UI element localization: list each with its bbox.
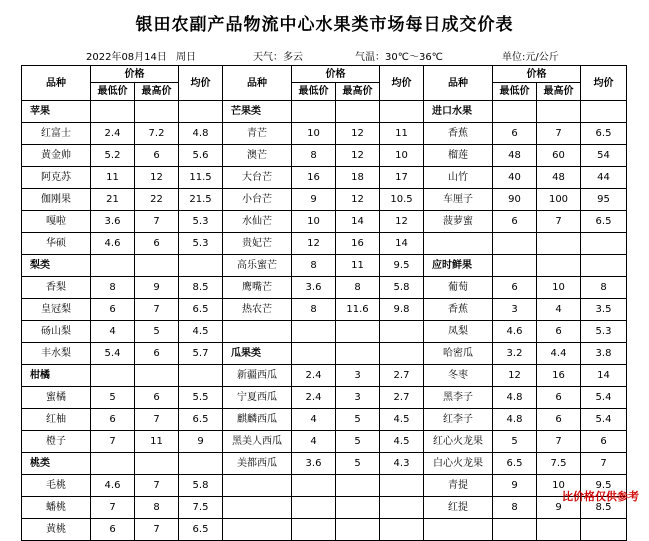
high-price-cell: 5	[336, 431, 380, 453]
empty-cell	[179, 453, 223, 475]
low-price-cell: 4.6	[91, 233, 135, 255]
low-price-header: 最低价	[292, 83, 336, 101]
variety-cell	[223, 321, 292, 343]
variety-cell	[424, 233, 493, 255]
low-price-cell: 48	[493, 145, 537, 167]
high-price-cell: 10	[537, 277, 581, 299]
variety-cell: 红柚	[22, 409, 91, 431]
high-price-cell: 7	[135, 299, 179, 321]
weather-label: 天气：多云	[253, 52, 303, 63]
avg-price-cell: 17	[380, 167, 424, 189]
high-price-cell: 11	[336, 255, 380, 277]
empty-cell	[380, 101, 424, 123]
variety-cell: 嘎啦	[22, 211, 91, 233]
variety-cell: 蜜橘	[22, 387, 91, 409]
high-price-cell: 8	[135, 497, 179, 519]
empty-cell	[91, 101, 135, 123]
table-row	[22, 101, 627, 123]
variety-cell: 丰水梨	[22, 343, 91, 365]
empty-cell	[292, 101, 336, 123]
high-price-header: 最高价	[336, 83, 380, 101]
high-price-cell: 7.2	[135, 123, 179, 145]
high-price-cell: 6	[135, 387, 179, 409]
price-header: 价格	[493, 66, 581, 83]
variety-cell: 黑李子	[424, 387, 493, 409]
variety-cell: 麒麟西瓜	[223, 409, 292, 431]
table-row	[22, 277, 627, 299]
high-price-cell: 4	[537, 299, 581, 321]
avg-price-cell: 6.5	[581, 211, 627, 233]
high-price-cell: 18	[336, 167, 380, 189]
low-price-cell: 4	[91, 321, 135, 343]
empty-cell	[135, 453, 179, 475]
category-label: 桃类	[22, 453, 91, 475]
high-price-cell: 12	[135, 167, 179, 189]
empty-cell	[179, 255, 223, 277]
high-price-cell: 8	[336, 277, 380, 299]
low-price-cell: 8	[292, 299, 336, 321]
price-header: 价格	[91, 66, 179, 83]
variety-cell: 华硕	[22, 233, 91, 255]
table-row	[22, 233, 627, 255]
variety-cell: 冬枣	[424, 365, 493, 387]
header-row-1	[22, 66, 627, 83]
variety-cell: 大台芒	[223, 167, 292, 189]
table-row	[22, 409, 627, 431]
avg-price-cell: 95	[581, 189, 627, 211]
empty-cell	[537, 255, 581, 277]
avg-price-cell	[380, 475, 424, 497]
low-price-cell	[292, 321, 336, 343]
high-price-cell: 7	[537, 211, 581, 233]
variety-cell: 澳芒	[223, 145, 292, 167]
high-price-cell: 7.5	[537, 453, 581, 475]
variety-cell: 菠萝蜜	[424, 211, 493, 233]
variety-cell: 凤梨	[424, 321, 493, 343]
low-price-header: 最低价	[91, 83, 135, 101]
variety-cell: 榴莲	[424, 145, 493, 167]
low-price-cell: 10	[292, 123, 336, 145]
table-row	[22, 453, 627, 475]
empty-cell	[493, 101, 537, 123]
variety-cell: 黄金帅	[22, 145, 91, 167]
table-row	[22, 475, 627, 497]
high-price-cell: 9	[537, 497, 581, 519]
high-price-cell	[336, 321, 380, 343]
high-price-cell: 7	[135, 475, 179, 497]
variety-cell: 新疆西瓜	[223, 365, 292, 387]
low-price-cell: 8	[292, 255, 336, 277]
avg-price-cell: 2.7	[380, 365, 424, 387]
high-price-cell: 7	[135, 409, 179, 431]
variety-cell: 阿克苏	[22, 167, 91, 189]
avg-price-cell: 7.5	[179, 497, 223, 519]
low-price-cell: 2.4	[292, 387, 336, 409]
low-price-cell: 21	[91, 189, 135, 211]
avg-price-cell: 8.5	[179, 277, 223, 299]
avg-price-cell: 4.5	[380, 409, 424, 431]
high-price-cell: 14	[336, 211, 380, 233]
low-price-cell: 5	[91, 387, 135, 409]
empty-cell	[581, 255, 627, 277]
low-price-cell: 5.2	[91, 145, 135, 167]
table-row	[22, 211, 627, 233]
avg-price-cell: 4.8	[179, 123, 223, 145]
variety-cell	[223, 475, 292, 497]
low-price-cell: 3.6	[91, 211, 135, 233]
avg-price-cell: 3.5	[581, 299, 627, 321]
avg-price-cell: 6.5	[179, 519, 223, 541]
empty-cell	[380, 343, 424, 365]
low-price-cell: 10	[292, 211, 336, 233]
high-price-cell: 5	[135, 321, 179, 343]
variety-cell: 热农芒	[223, 299, 292, 321]
variety-cell: 黄桃	[22, 519, 91, 541]
high-price-cell: 6	[537, 409, 581, 431]
variety-cell: 香蕉	[424, 123, 493, 145]
avg-price-cell: 10.5	[380, 189, 424, 211]
avg-price-cell: 5.3	[581, 321, 627, 343]
avg-price-cell: 11.5	[179, 167, 223, 189]
avg-header: 均价	[581, 66, 627, 101]
category-label: 芒果类	[223, 101, 292, 123]
low-price-cell: 6	[91, 409, 135, 431]
table-row	[22, 145, 627, 167]
high-price-cell: 4.4	[537, 343, 581, 365]
avg-price-cell: 11	[380, 123, 424, 145]
variety-cell: 皇冠梨	[22, 299, 91, 321]
variety-cell: 葡萄	[424, 277, 493, 299]
empty-cell	[135, 101, 179, 123]
variety-cell: 砀山梨	[22, 321, 91, 343]
avg-price-cell: 8	[581, 277, 627, 299]
variety-cell: 贵妃芒	[223, 233, 292, 255]
high-price-cell	[537, 233, 581, 255]
variety-cell: 高乐蜜芒	[223, 255, 292, 277]
low-price-cell: 9	[292, 189, 336, 211]
table-row	[22, 255, 627, 277]
avg-price-cell: 6.5	[581, 123, 627, 145]
low-price-cell: 8	[292, 145, 336, 167]
avg-price-cell: 5.3	[179, 211, 223, 233]
high-price-cell: 3	[336, 387, 380, 409]
high-price-cell: 6	[135, 233, 179, 255]
avg-price-cell: 4.3	[380, 453, 424, 475]
category-label: 应时鲜果	[424, 255, 493, 277]
price-table	[21, 65, 627, 541]
variety-cell: 黑美人西瓜	[223, 431, 292, 453]
low-price-cell: 8	[493, 497, 537, 519]
avg-price-cell: 5.5	[179, 387, 223, 409]
high-price-cell: 48	[537, 167, 581, 189]
high-price-cell: 7	[135, 519, 179, 541]
empty-cell	[292, 343, 336, 365]
avg-price-cell: 5.3	[179, 233, 223, 255]
variety-cell: 水仙芒	[223, 211, 292, 233]
high-price-cell: 6	[537, 321, 581, 343]
low-price-cell: 7	[91, 431, 135, 453]
category-label: 瓜果类	[223, 343, 292, 365]
low-price-cell: 6	[493, 277, 537, 299]
low-price-cell: 6	[91, 299, 135, 321]
variety-cell: 车厘子	[424, 189, 493, 211]
empty-cell	[135, 365, 179, 387]
low-price-cell: 7	[91, 497, 135, 519]
variety-header: 品种	[22, 66, 91, 101]
variety-cell: 红李子	[424, 409, 493, 431]
weekday-label: 周日	[176, 52, 196, 63]
high-price-cell	[336, 475, 380, 497]
empty-cell	[91, 255, 135, 277]
low-price-cell: 5.4	[91, 343, 135, 365]
page-title: 银田农副产品物流中心水果类市场每日成交价表	[135, 15, 514, 35]
temperature-label: 气温：30℃～36℃	[355, 52, 443, 63]
unit-label: 单位:元/公斤	[502, 52, 559, 63]
variety-cell: 橙子	[22, 431, 91, 453]
high-price-cell: 11	[135, 431, 179, 453]
avg-price-cell: 7	[581, 453, 627, 475]
variety-cell: 山竹	[424, 167, 493, 189]
table-row	[22, 299, 627, 321]
table-row	[22, 167, 627, 189]
variety-cell: 红心火龙果	[424, 431, 493, 453]
avg-price-cell: 6.5	[179, 299, 223, 321]
variety-cell: 香蕉	[424, 299, 493, 321]
low-price-cell: 9	[493, 475, 537, 497]
avg-price-cell: 9.5	[380, 255, 424, 277]
low-price-cell: 12	[493, 365, 537, 387]
empty-cell	[91, 453, 135, 475]
price-table-body	[22, 66, 627, 541]
high-price-cell: 100	[537, 189, 581, 211]
variety-cell	[223, 497, 292, 519]
high-price-cell: 6	[135, 145, 179, 167]
variety-cell: 鹰嘴芒	[223, 277, 292, 299]
table-row	[22, 431, 627, 453]
category-label: 苹果	[22, 101, 91, 123]
low-price-cell: 8	[91, 277, 135, 299]
empty-cell	[135, 255, 179, 277]
avg-price-cell: 54	[581, 145, 627, 167]
low-price-cell: 5	[493, 431, 537, 453]
low-price-cell: 3.2	[493, 343, 537, 365]
high-price-cell: 22	[135, 189, 179, 211]
high-price-cell: 3	[336, 365, 380, 387]
variety-cell: 哈密瓜	[424, 343, 493, 365]
variety-cell: 红提	[424, 497, 493, 519]
high-price-cell: 16	[336, 233, 380, 255]
table-row	[22, 321, 627, 343]
low-price-cell: 2.4	[91, 123, 135, 145]
high-price-cell: 12	[336, 189, 380, 211]
high-price-cell: 5	[336, 409, 380, 431]
avg-price-cell: 5.4	[581, 387, 627, 409]
avg-price-cell: 5.8	[380, 277, 424, 299]
avg-price-cell: 14	[581, 365, 627, 387]
low-price-cell: 16	[292, 167, 336, 189]
empty-cell	[91, 365, 135, 387]
variety-cell: 蟠桃	[22, 497, 91, 519]
high-price-cell: 6	[537, 387, 581, 409]
empty-cell	[179, 365, 223, 387]
empty-cell	[493, 255, 537, 277]
avg-price-cell: 5.8	[179, 475, 223, 497]
avg-header: 均价	[380, 66, 424, 101]
avg-price-cell: 2.7	[380, 387, 424, 409]
low-price-cell: 3.6	[292, 277, 336, 299]
low-price-cell: 4.6	[91, 475, 135, 497]
high-price-header: 最高价	[537, 83, 581, 101]
avg-price-cell	[380, 497, 424, 519]
low-price-cell: 3.6	[292, 453, 336, 475]
variety-cell: 美都西瓜	[223, 453, 292, 475]
high-price-cell: 16	[537, 365, 581, 387]
low-price-header: 最低价	[493, 83, 537, 101]
empty-cell	[336, 101, 380, 123]
variety-cell: 宁夏西瓜	[223, 387, 292, 409]
avg-price-cell	[380, 321, 424, 343]
variety-header: 品种	[424, 66, 493, 101]
table-row	[22, 497, 627, 519]
avg-price-cell: 14	[380, 233, 424, 255]
avg-price-cell	[581, 233, 627, 255]
variety-cell: 小台芒	[223, 189, 292, 211]
variety-cell: 毛桃	[22, 475, 91, 497]
high-price-header: 最高价	[135, 83, 179, 101]
high-price-cell: 12	[336, 145, 380, 167]
avg-price-cell: 9	[179, 431, 223, 453]
variety-cell: 红富士	[22, 123, 91, 145]
high-price-cell: 7	[537, 431, 581, 453]
low-price-cell: 2.4	[292, 365, 336, 387]
high-price-cell: 7	[135, 211, 179, 233]
avg-price-cell: 6.5	[179, 409, 223, 431]
high-price-cell: 5	[336, 453, 380, 475]
avg-price-cell: 6	[581, 431, 627, 453]
low-price-cell: 40	[493, 167, 537, 189]
low-price-cell: 4	[292, 409, 336, 431]
low-price-cell	[292, 475, 336, 497]
high-price-cell: 11.6	[336, 299, 380, 321]
variety-cell: 伽刚果	[22, 189, 91, 211]
low-price-cell: 4.8	[493, 387, 537, 409]
avg-price-cell: 10	[380, 145, 424, 167]
avg-price-cell: 5.7	[179, 343, 223, 365]
low-price-cell: 3	[493, 299, 537, 321]
avg-price-cell: 4.5	[380, 431, 424, 453]
empty-cell	[179, 101, 223, 123]
table-row	[22, 387, 627, 409]
reference-note: 比价格仅供参考	[562, 490, 639, 503]
high-price-cell	[336, 497, 380, 519]
avg-price-cell: 3.8	[581, 343, 627, 365]
table-row	[22, 189, 627, 211]
table-row	[22, 343, 627, 365]
variety-cell: 青芒	[223, 123, 292, 145]
avg-price-cell: 9.8	[380, 299, 424, 321]
date-label: 2022年08月14日	[86, 52, 167, 63]
variety-cell: 白心火龙果	[424, 453, 493, 475]
low-price-cell: 6	[91, 519, 135, 541]
low-price-cell: 6	[493, 211, 537, 233]
category-label: 柑橘	[22, 365, 91, 387]
avg-price-cell: 9.5	[581, 475, 627, 497]
low-price-cell	[292, 497, 336, 519]
variety-cell: 青提	[424, 475, 493, 497]
low-price-cell: 90	[493, 189, 537, 211]
low-price-cell	[493, 233, 537, 255]
high-price-cell: 7	[537, 123, 581, 145]
low-price-cell: 6	[493, 123, 537, 145]
avg-header: 均价	[179, 66, 223, 101]
variety-cell: 香梨	[22, 277, 91, 299]
high-price-cell: 60	[537, 145, 581, 167]
variety-header: 品种	[223, 66, 292, 101]
low-price-cell: 12	[292, 233, 336, 255]
low-price-cell: 4.8	[493, 409, 537, 431]
low-price-cell: 4	[292, 431, 336, 453]
empty-cell	[336, 343, 380, 365]
table-row	[22, 365, 627, 387]
high-price-cell: 6	[135, 343, 179, 365]
category-label: 进口水果	[424, 101, 493, 123]
avg-price-cell: 12	[380, 211, 424, 233]
avg-price-cell: 44	[581, 167, 627, 189]
high-price-cell: 12	[336, 123, 380, 145]
avg-price-cell: 8.5	[581, 497, 627, 519]
category-label: 梨类	[22, 255, 91, 277]
avg-price-cell: 21.5	[179, 189, 223, 211]
avg-price-cell: 5.6	[179, 145, 223, 167]
high-price-cell: 9	[135, 277, 179, 299]
low-price-cell: 11	[91, 167, 135, 189]
low-price-cell: 4.6	[493, 321, 537, 343]
empty-cell	[581, 101, 627, 123]
low-price-cell: 6.5	[493, 453, 537, 475]
high-price-cell: 10	[537, 475, 581, 497]
table-row	[22, 123, 627, 145]
price-header: 价格	[292, 66, 380, 83]
empty-cell	[537, 101, 581, 123]
avg-price-cell: 5.4	[581, 409, 627, 431]
avg-price-cell: 4.5	[179, 321, 223, 343]
header-row-2	[22, 83, 627, 101]
